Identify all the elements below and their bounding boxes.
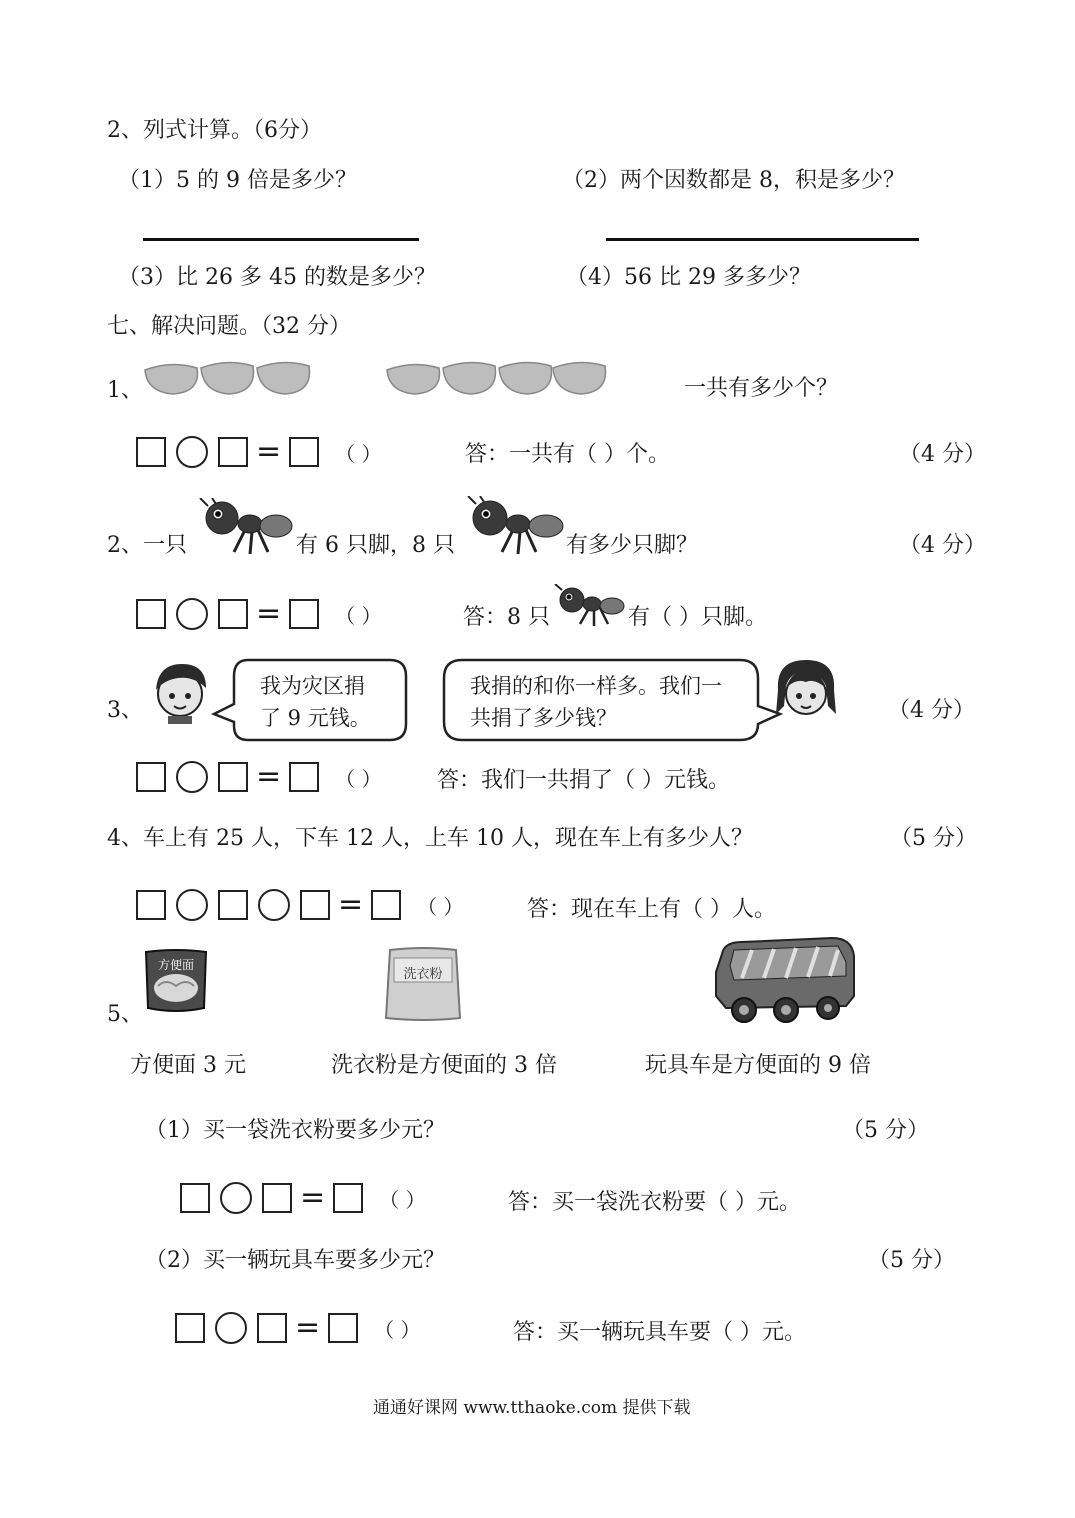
result-box[interactable] xyxy=(289,762,319,792)
equals-sign: = xyxy=(256,596,282,631)
unit-paren[interactable]: （ ） xyxy=(335,603,382,628)
problem5-sub2: （2）买一辆玩具车要多少元？ xyxy=(145,1248,445,1273)
problem5-sub1: （1）买一袋洗衣粉要多少元？ xyxy=(145,1118,445,1143)
melon-slices-group-3 xyxy=(143,358,315,398)
problem5-sub2-score: （5 分） xyxy=(868,1248,955,1273)
equation-4 xyxy=(136,887,464,923)
box[interactable] xyxy=(262,1183,292,1213)
operator-circle[interactable] xyxy=(176,598,208,630)
unit-paren[interactable]: （ ） xyxy=(417,894,464,919)
box[interactable] xyxy=(136,599,166,629)
answer-line-1[interactable] xyxy=(143,238,419,241)
equation-5-2 xyxy=(175,1310,421,1346)
unit-paren[interactable]: （ ） xyxy=(379,1187,426,1212)
unit-paren[interactable]: （ ） xyxy=(335,441,382,466)
problem1-score: （4 分） xyxy=(899,442,986,467)
problem5-sub1-score: （5 分） xyxy=(842,1118,929,1143)
problem5-sub2-answer: 答：买一辆玩具车要（ ）元。 xyxy=(513,1320,806,1345)
equals-sign: = xyxy=(295,1310,321,1345)
unit-paren[interactable]: （ ） xyxy=(374,1317,421,1342)
question-3: （3）比 26 多 45 的数是多少？ xyxy=(118,265,436,290)
equation-1 xyxy=(136,434,382,470)
box[interactable] xyxy=(136,890,166,920)
noodle-package-label: 方便面 xyxy=(157,958,194,972)
problem5-number: 5、 xyxy=(107,1002,143,1027)
problem2-score: （4 分） xyxy=(899,533,986,558)
girl-bubble-line2: 共捐了多少钱？ xyxy=(470,706,617,730)
operator-circle[interactable] xyxy=(176,761,208,793)
girl-bubble-line1: 我捐的和你一样多。我们一 xyxy=(470,674,722,698)
result-box[interactable] xyxy=(289,437,319,467)
problem3-score: （4 分） xyxy=(888,698,975,723)
problem1-answer: 答：一共有（ ）个。 xyxy=(465,442,670,467)
problem4-question: 4、车上有 25 人，下车 12 人，上车 10 人，现在车上有多少人？ xyxy=(107,826,753,851)
problem4-answer: 答：现在车上有（ ）人。 xyxy=(527,897,776,922)
section7-heading: 七、解决问题。（32 分） xyxy=(107,314,351,339)
operator-circle[interactable] xyxy=(215,1312,247,1344)
box[interactable] xyxy=(136,437,166,467)
equation-3 xyxy=(136,759,382,795)
operator-circle[interactable] xyxy=(176,889,208,921)
powder-price-text: 洗衣粉是方便面的 3 倍 xyxy=(331,1053,557,1078)
ant-icon xyxy=(462,496,566,556)
problem2-mid: 有 6 只脚，8 只 xyxy=(296,533,455,558)
question-2: （2）两个因数都是 8，积是多少？ xyxy=(562,168,905,193)
operator-circle[interactable] xyxy=(176,436,208,468)
problem1-number: 1、 xyxy=(107,378,143,403)
car-price-text: 玩具车是方便面的 9 倍 xyxy=(645,1053,871,1078)
girl-avatar-icon xyxy=(770,656,842,722)
equals-sign: = xyxy=(338,887,364,922)
box[interactable] xyxy=(257,1313,287,1343)
unit-paren[interactable]: （ ） xyxy=(335,766,382,791)
question-4: （4）56 比 29 多多少？ xyxy=(566,265,811,290)
ant-icon xyxy=(552,584,628,628)
equals-sign: = xyxy=(256,759,282,794)
box[interactable] xyxy=(175,1313,205,1343)
instant-noodle-icon xyxy=(142,948,210,1014)
page-footer[interactable]: 通通好课网 www.tthaoke.com 提供下载 xyxy=(373,1398,691,1418)
problem4-score: （5 分） xyxy=(890,826,977,851)
problem3-number: 3、 xyxy=(107,698,143,723)
problem2-prefix: 2、一只 xyxy=(107,533,187,558)
equation-2 xyxy=(136,596,382,632)
result-box[interactable] xyxy=(289,599,319,629)
noodle-price: 方便面 3 元 xyxy=(130,1053,246,1078)
result-box[interactable] xyxy=(333,1183,363,1213)
question-1: （1）5 的 9 倍是多少？ xyxy=(118,168,357,193)
problem2-suffix: 有多少只脚？ xyxy=(566,533,699,558)
problem3-answer: 答：我们一共捐了（ ）元钱。 xyxy=(437,768,730,793)
answer-line-2[interactable] xyxy=(606,238,919,241)
washing-powder-icon xyxy=(384,946,462,1022)
operator-circle[interactable] xyxy=(220,1182,252,1214)
boy-avatar-icon xyxy=(150,658,212,724)
equation-5-1 xyxy=(180,1180,426,1216)
problem1-question: 一共有多少个？ xyxy=(684,376,839,401)
equals-sign: = xyxy=(256,434,282,469)
box[interactable] xyxy=(218,890,248,920)
operator-circle[interactable] xyxy=(258,889,290,921)
box[interactable] xyxy=(218,599,248,629)
ant-icon xyxy=(196,498,296,556)
problem5-sub1-answer: 答：买一袋洗衣粉要（ ）元。 xyxy=(508,1190,801,1215)
toy-bus-icon xyxy=(712,936,858,1026)
result-box[interactable] xyxy=(328,1313,358,1343)
powder-package-label: 洗衣粉 xyxy=(403,967,443,982)
boy-bubble-line2: 了 9 元钱。 xyxy=(260,706,371,730)
equals-sign: = xyxy=(300,1180,326,1215)
box[interactable] xyxy=(218,762,248,792)
section2-heading: 2、列式计算。（6分） xyxy=(107,118,322,143)
box[interactable] xyxy=(300,890,330,920)
problem2-answer-b: 有（ ）只脚。 xyxy=(628,605,767,630)
melon-slices-group-4 xyxy=(385,358,610,398)
result-box[interactable] xyxy=(371,890,401,920)
box[interactable] xyxy=(180,1183,210,1213)
box[interactable] xyxy=(218,437,248,467)
problem2-answer-a: 答：8 只 xyxy=(463,605,550,630)
boy-bubble-line1: 我为灾区捐 xyxy=(260,674,365,698)
box[interactable] xyxy=(136,762,166,792)
